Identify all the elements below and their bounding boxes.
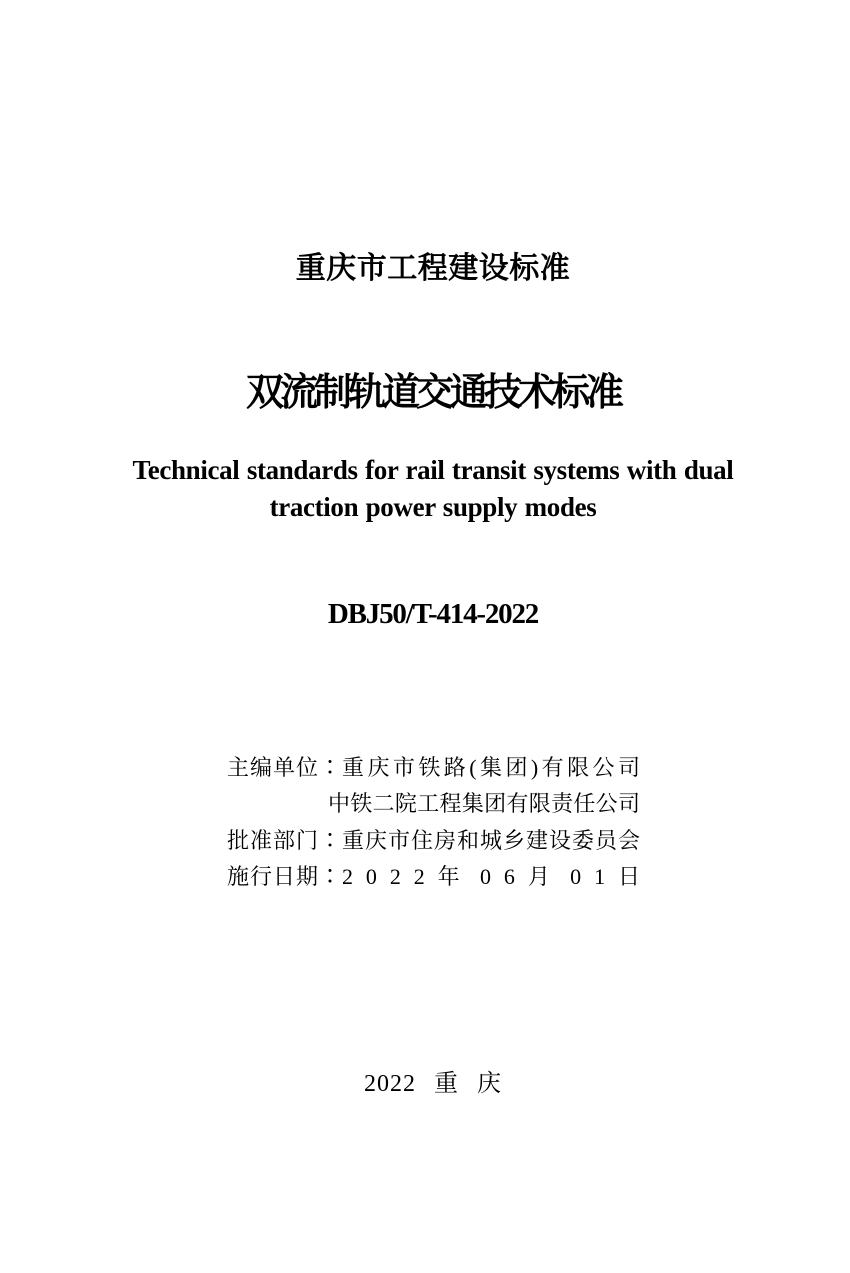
chief-editor-value: 重庆市铁路(集团)有限公司 — [342, 755, 640, 780]
main-title-cn: 双流制轨道交通技术标准 — [245, 372, 620, 414]
info-row-effective-date — [227, 859, 640, 895]
main-title-en — [16, 452, 850, 526]
standard-number: DBJ50/T-414-2022 — [327, 598, 539, 630]
effective-date-label: 施行日期∶ — [227, 864, 343, 890]
chief-editor-value-2: 中铁二院工程集团有限责任公司 — [328, 791, 640, 817]
info-row-chief-editor — [227, 750, 640, 786]
publication-year-place: 2022 重 庆 — [364, 1071, 502, 1097]
publication-info — [227, 750, 640, 896]
approval-dept-value: 重庆市住房和城乡建设委员会 — [342, 827, 640, 853]
chief-editor-label: 主编单位∶ — [227, 755, 343, 780]
info-row-chief-editor-2 — [227, 786, 640, 822]
series-title: 重庆市工程建设标准 — [295, 252, 571, 285]
info-row-approval-dept — [227, 823, 640, 859]
approval-dept-label: 批准部门∶ — [227, 827, 343, 853]
chief-editor-label-2 — [227, 786, 328, 822]
effective-date-value: 2 0 2 2 年 0 6 月 0 1 日 — [342, 864, 640, 890]
main-title-en-line1: Technical standards for rail transit systems with dual — [132, 455, 734, 485]
main-title-en-line2: traction power supply modes — [269, 492, 597, 522]
